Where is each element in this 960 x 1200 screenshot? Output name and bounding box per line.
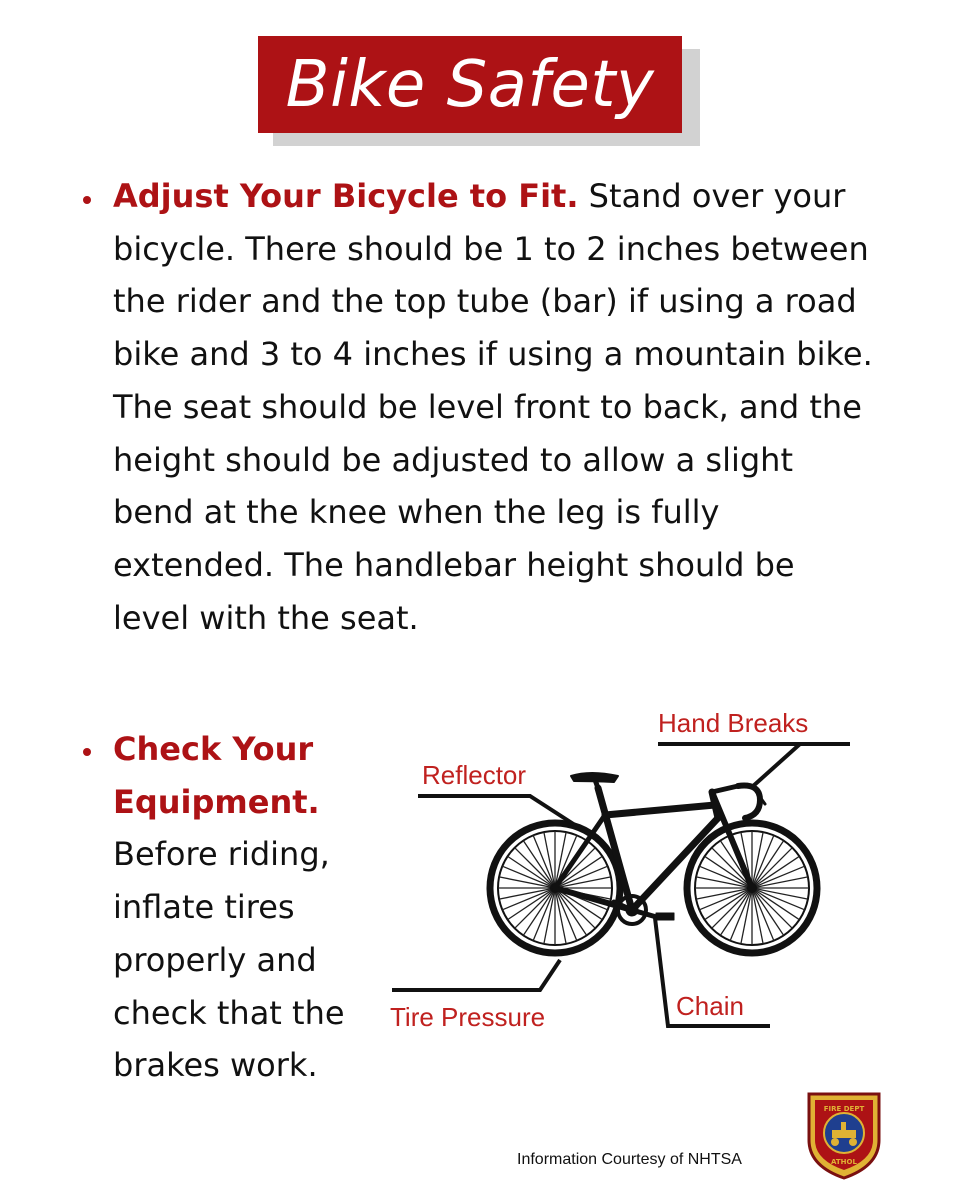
label-reflector: Reflector [422, 760, 527, 790]
badge-bottom-text: ATHOL [831, 1158, 857, 1166]
section-body: Stand over your bicycle. There should be 1 to 2 inches between the rider and the top tube (bar) if using a road bike and 3 to 4 inches if using a mountain bike. The seat should be level front to back, and the height should be adjusted to allow a slight bend at the knee when the leg is fully extended. The handlebar height should be level with the seat. [113, 177, 873, 637]
fire-dept-badge-icon [803, 1088, 885, 1180]
section-heading: Check Your Equipment. [113, 730, 320, 821]
reflector-callout [418, 796, 592, 836]
wheel-spoke [515, 888, 555, 928]
label-hand-breaks: Hand Breaks [658, 708, 809, 738]
page-title: Bike Safety [285, 47, 655, 122]
tire-pressure-callout [392, 960, 560, 990]
section-heading: Adjust Your Bicycle to Fit. [113, 177, 579, 215]
section-body: Before riding, inflate tires properly and check that the brakes work. [113, 835, 345, 1085]
label-chain: Chain [676, 991, 744, 1021]
wheel-spoke [712, 888, 752, 928]
wheel-spoke [752, 888, 792, 928]
hand-breaks-callout-leader [752, 744, 800, 787]
wheel-spoke [515, 848, 555, 888]
label-tire-pressure: Tire Pressure [390, 1002, 546, 1032]
badge-top-text: FIRE DEPT [823, 1105, 865, 1113]
credit-text: Information Courtesy of NHTSA [517, 1151, 742, 1168]
wheel-spoke [752, 848, 792, 888]
